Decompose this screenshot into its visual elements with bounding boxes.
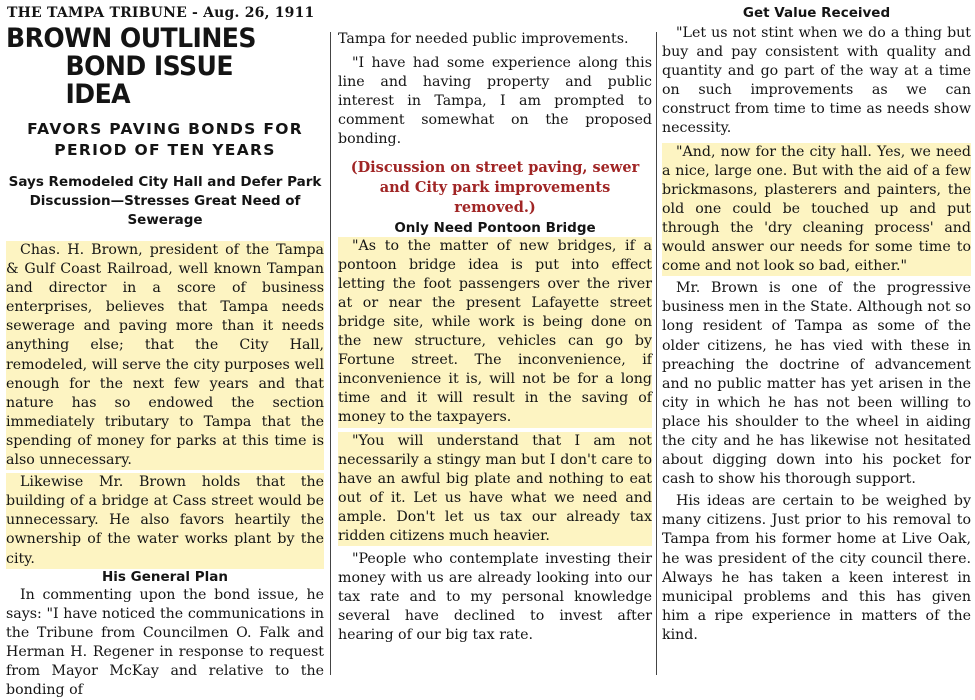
article-paragraph: "As to the matter of new bridges, if a pontoon bridge idea is put into effect letting the foot passengers over the river at or near the present Lafayette street bridge site, while work is being done on the new structure, vehicles can go by Fortune street. The inconvenience, if inconvenience it is, will not be for a long time and it will result in the saving of money to the taxpayers. — [338, 237, 652, 428]
article-paragraph: "Let us not stint when we do a thing but buy and pay consistent with quality and quantity and go part of the way at a time on such improvements as we can construct from time to time as needs show necessity. — [662, 25, 971, 137]
column-1 — [6, 0, 324, 700]
article-paragraph: Tampa for needed public improvements. — [338, 31, 629, 47]
column-rule — [330, 32, 331, 675]
deck-secondary: Says Remodeled City Hall and Defer Park Discussion—Stresses Great Need of Sewerage — [8, 174, 322, 228]
deck-primary: FAVORS PAVING BONDS FOR PERIOD OF TEN YEARS — [27, 120, 303, 159]
dateline: THE TAMPA TRIBUNE - Aug. 26, 1911 — [7, 5, 315, 21]
article-paragraph: "I have had some experience along this line and having property and public interest in Tampa, I am prompted to comment somewhat on the proposed bonding. — [338, 55, 652, 148]
section-subhead: Get Value Received — [742, 5, 891, 21]
section-subhead: His General Plan — [101, 568, 228, 585]
article-paragraph: Chas. H. Brown, president of the Tampa & Gulf Coast Railroad, well known Tampan and director in a score of business enterprises, believes that Tampa needs sewerage and paving more than it needs anything else; that the City Hall, remodeled, will serve the city purposes well enough for the next few years and that nature has so endowed the section immediately tributary to Tampa that the spending of money for parks at this time is also unnecessary. — [6, 241, 324, 470]
editor-note: (Discussion on street paving, sewer and City park improvements removed.) — [350, 158, 640, 216]
headline-line-2: BOND ISSUE IDEA — [65, 51, 233, 110]
section-subhead: Only Need Pontoon Bridge — [394, 219, 596, 236]
headline-line-1: BROWN OUTLINES — [6, 23, 256, 54]
column-rule — [656, 32, 657, 675]
column-3 — [662, 0, 971, 645]
column-2 — [338, 0, 652, 646]
article-paragraph: Mr. Brown is one of the progressive business men in the State. Although not so long resident of Tampa as some of the older citizens, he has vied with these in preaching the doctrine of advancement and no public matter has yet arisen in the city in which he has not been willing to place his shoulder to the wheel in aiding the city and he has likewise not hesitated about digging down into his pocket for cash to show his thorough support. — [662, 280, 971, 488]
article-paragraph: Likewise Mr. Brown holds that the building of a bridge at Cass street would be unnecessary. He also favors heartily the ownership of the water works plant by the city. — [6, 473, 324, 568]
article-paragraph: "You will understand that I am not necessarily a stingy man but I don't care to have an awful big plate and nothing to eat out of it. Let us have what we need and ample. Don't let us tax our already tax ridden citizens much heavier. — [338, 432, 652, 547]
article-paragraph: "And, now for the city hall. Yes, we need a nice, large one. But with the aid of a few brickmasons, plasterers and painters, the old one could be touched up and put through the 'dry cleaning process' and would answer our needs for some time to come and not look so bad, either." — [662, 143, 971, 277]
article-paragraph: "People who contemplate investing their money with us are already looking into our tax rate and to my personal knowledge several have declined to invest after hearing of our big tax rate. — [338, 551, 652, 644]
article-paragraph: His ideas are certain to be weighed by many citizens. Just prior to his removal to Tampa from his former home at Live Oak, he was president of the city council there. Always he has taken a keen interest in municipal problems and this has given him a ripe experience in matters of the kind. — [662, 493, 971, 643]
article-paragraph: In commenting upon the bond issue, he says: "I have noticed the communications in the Tribune from Councilmen O. Falk and Herman H. Regener in response to request from Mayor McKay and relative to the bonding of — [6, 586, 324, 699]
